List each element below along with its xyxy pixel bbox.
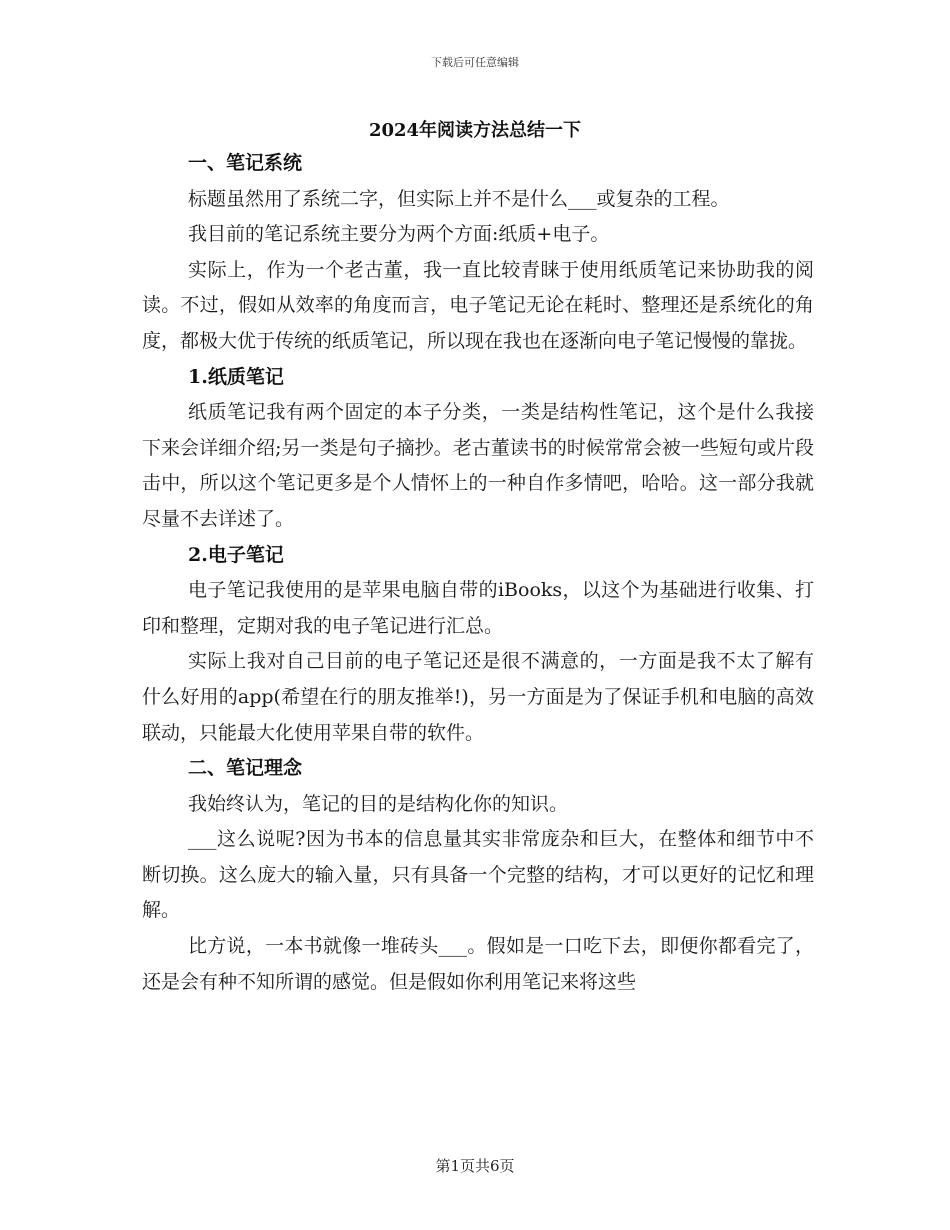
paragraph: 实际上，作为一个老古董，我一直比较青睐于使用纸质笔记来协助我的阅读。不过，假如从效率的角度而言，电子笔记无论在耗时、整理还是系统化的角度，都极大优于传统的纸质笔记，所以现在我也在逐渐向电子笔记慢慢的靠拢。 [142,258,814,352]
subsection-heading: 2.电子笔记 [188,543,284,566]
paragraph: 电子笔记我使用的是苹果电脑自带的iBooks，以这个为基础进行收集、打印和整理，定期对我的电子笔记进行汇总。 [142,579,814,637]
paragraph: 我始终认为，笔记的目的是结构化你的知识。 [188,792,569,815]
document-title: 2024年阅读方法总结一下 [368,120,582,141]
section-heading: 二、笔记理念 [188,757,303,780]
document-body [142,146,814,1000]
paragraph: 比方说，一本书就像一堆砖头___。假如是一口吃下去，即便你都看完了，还是会有种不知所谓的感觉。但是假如你利用笔记来将这些 [142,935,814,993]
header-note: 下载后可任意编辑 [431,56,519,69]
paragraph: 纸质笔记我有两个固定的本子分类，一类是结构性笔记，这个是什么我接下来会详细介绍;另一类是句子摘抄。老古董读书的时候常常会被一些短句或片段击中，所以这个笔记更多是个人情怀上的一种自作多情吧，哈哈。这一部分我就尽量不去详述了。 [142,401,814,530]
paragraph: ___这么说呢?因为书本的信息量其实非常庞杂和巨大，在整体和细节中不断切换。这么庞大的输入量，只有具备一个完整的结构，才可以更好的记忆和理解。 [142,828,814,922]
paragraph: 实际上我对自己目前的电子笔记还是很不满意的，一方面是我不太了解有什么好用的app(希望在行的朋友推举!)，另一方面是为了保证手机和电脑的高效联动，只能最大化使用苹果自带的软件。 [142,650,814,744]
page-number-footer: 第1页共6页 [435,1157,515,1175]
section-heading: 一、笔记系统 [188,152,303,174]
paragraph: 我目前的笔记系统主要分为两个方面:纸质+电子。 [188,223,610,246]
paragraph: 标题虽然用了系统二字，但实际上并不是什么___或复杂的工程。 [188,187,730,210]
subsection-heading: 1.纸质笔记 [188,365,284,388]
